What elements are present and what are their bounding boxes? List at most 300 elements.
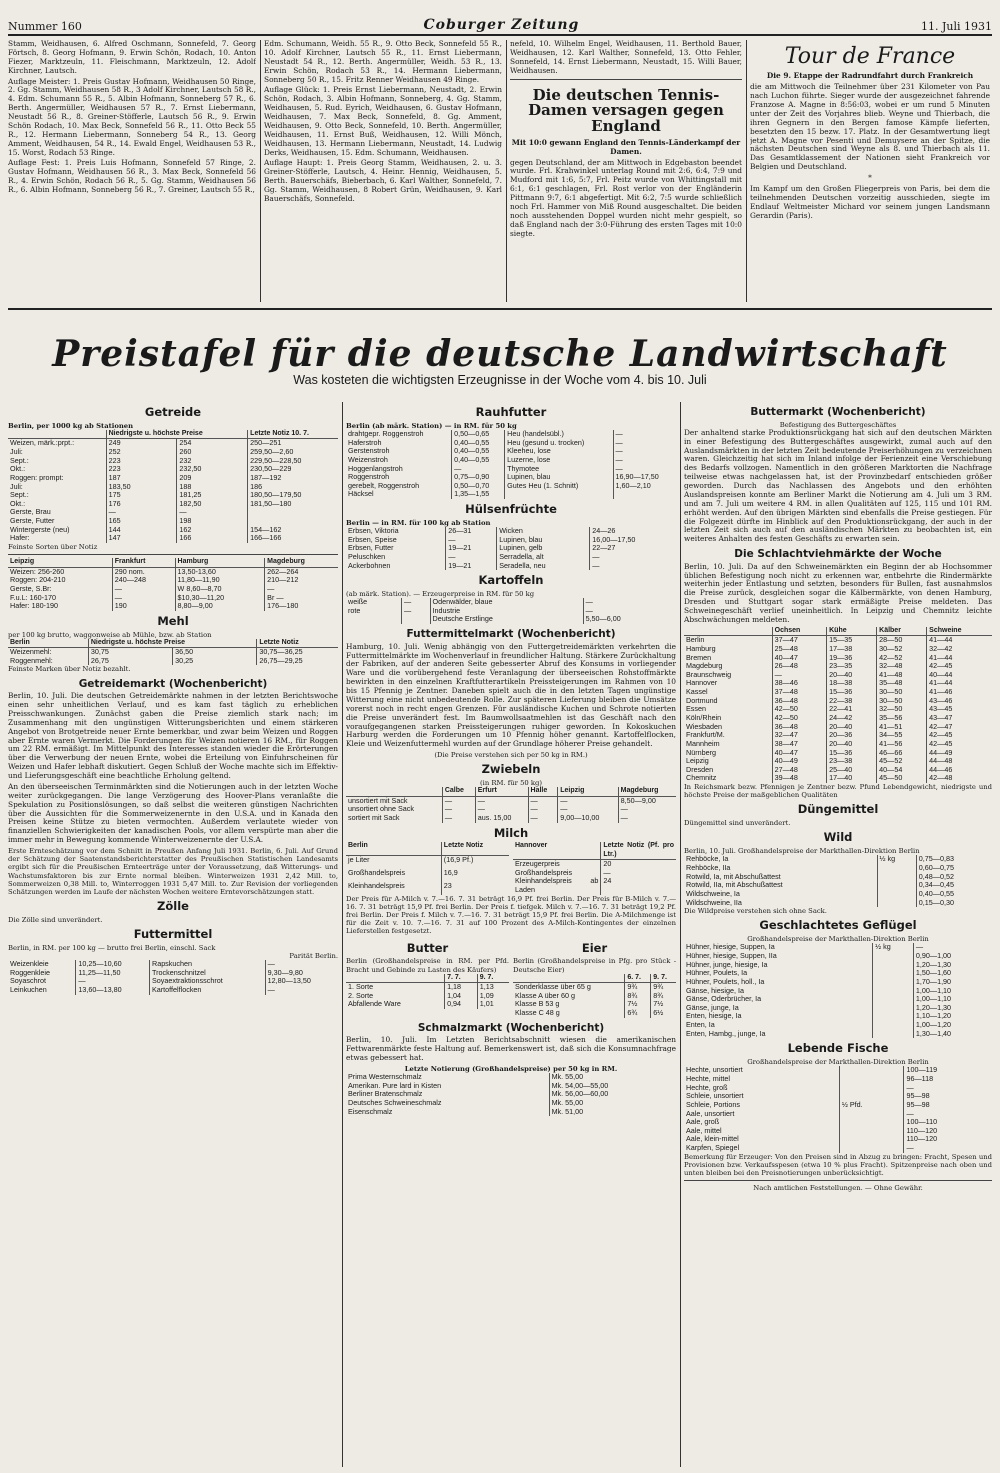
table-cell: Bremen xyxy=(686,652,712,662)
table-cell: 26—31 xyxy=(446,527,497,536)
table-cell: Heu (handelsübl.) xyxy=(505,430,613,439)
fische-rows xyxy=(684,1066,992,1152)
table-row xyxy=(513,877,676,894)
butter-table xyxy=(346,974,509,1009)
table-cell: je Liter xyxy=(348,855,370,865)
wild-table xyxy=(684,855,992,907)
table-cell: 8¾ xyxy=(625,992,651,1001)
table-row xyxy=(684,774,992,783)
table-cell: 22—41 xyxy=(827,705,877,714)
table-cell: 12,80—13,50 xyxy=(265,977,338,986)
table-cell: Frankfurt/M. xyxy=(686,730,725,740)
table-cell: Thymotee xyxy=(505,465,613,474)
table-cell: 0,40—0,55 xyxy=(452,439,505,448)
center-column xyxy=(346,402,676,1467)
table-cell: Dortmund xyxy=(686,695,718,705)
table-cell xyxy=(873,1030,914,1039)
rauhfutter-table xyxy=(346,430,676,499)
right-column xyxy=(684,402,992,1467)
tour-de-france-headline: Tour de France xyxy=(784,44,956,69)
table-cell: 36—48 xyxy=(772,697,826,706)
table-cell: Kassel xyxy=(686,687,708,697)
table-header-cell: Magdeburg xyxy=(265,558,338,567)
table-cell: 260 xyxy=(177,448,248,457)
table-cell: 27—48 xyxy=(772,766,826,775)
table-cell: Mk. 55,00 xyxy=(549,1099,676,1108)
table-cell: Mk. 56,00—60,00 xyxy=(549,1090,676,1099)
shooting-results-1: Stamm, Weidhausen, 6. Alfred Oschmann, Sonnefeld, 7. Georg Förtsch, 8. Georg Hofmann, 9. Erwin Schön, Rodach, 10. Anton Fiezer, Marktzeuln, 11. Fleischmann, Marktzeuln, 12. Adolf Kirchner, Lautsch. xyxy=(8,40,256,75)
table-row xyxy=(8,474,338,483)
schlachtvieh-table xyxy=(684,627,992,783)
table-cell: 1,20—1,30 xyxy=(913,961,992,970)
table-cell: Heu (gesund u. trocken) xyxy=(505,439,613,448)
table-cell: 22—27 xyxy=(590,544,676,553)
table-cell: 1,18 xyxy=(445,983,478,992)
table-cell: 42—45 xyxy=(927,740,992,749)
table-cell: 176—180 xyxy=(265,602,338,611)
table-cell: 42—45 xyxy=(927,662,992,671)
table-cell: 5,50—6,00 xyxy=(583,615,676,624)
table-cell: Mannheim xyxy=(686,738,720,748)
table-cell: 166 xyxy=(177,534,248,543)
table-cell xyxy=(346,615,401,624)
huelsen-title: Hülsenfrüchte xyxy=(465,502,557,517)
table-cell: 249 xyxy=(106,439,177,448)
table-cell: 96—118 xyxy=(904,1075,992,1084)
table-cell: Wildschweine, IIa xyxy=(686,897,742,907)
mehl-rows xyxy=(8,648,338,666)
table-cell: Roggen: 204-210 xyxy=(10,575,66,585)
table-cell: — xyxy=(913,943,992,952)
table-cell: — xyxy=(76,977,150,986)
column-divider xyxy=(342,402,343,1467)
table-cell: Hoggenlangstroh xyxy=(348,463,403,473)
regional-rows xyxy=(8,567,338,611)
table-cell: Hechte, unsortiert xyxy=(686,1065,743,1075)
table-cell: 42—45 xyxy=(927,731,992,740)
table-cell: Lupinen, blau xyxy=(497,536,590,545)
getreide-unit: Berlin, per 1000 kg ab Stationen xyxy=(8,421,134,430)
table-header-cell: Leipzig xyxy=(8,558,112,567)
wild-rows xyxy=(684,855,992,907)
table-cell: 28—50 xyxy=(877,636,927,645)
table-cell: 100—119 xyxy=(904,1066,992,1075)
table-cell: 0,40—0,55 xyxy=(916,890,992,899)
top-column-1 xyxy=(8,40,256,302)
table-cell: Berlin xyxy=(686,635,705,645)
table-cell: — xyxy=(904,1110,992,1119)
ernteschaetzung-paragraph: Erste Ernteschätzung vor dem Schnitt in Preußen Anfang Juli 1931. Berlin, 6. Juli. Auf Grund der Schätzung der Saatenstandsberichterstatter des Preußischen Statistischen Landesamts ergibt sich für die Preußischen Ernteerträge unter der Voraussetzung, daß Witterungs- und Wachstumsfaktoren bis zur Ernte normal bleiben. Winterweizen 1931 2,42 Mill. to, Sommerweizen 0,38 Mill. to, Winterroggen 1931 5,47 Mill. to. Zur Revision der vorliegenden Schätzungen werden im Laufe der nächsten Wochen weitere Erntevorschätzungen statt. xyxy=(8,847,338,896)
table-cell xyxy=(505,490,613,499)
table-cell: 110—120 xyxy=(904,1135,992,1144)
table-cell: drahtgepr. Roggenstroh xyxy=(348,428,424,438)
table-cell: 43—46 xyxy=(927,697,992,706)
table-cell: 6¾ xyxy=(625,1009,651,1018)
table-cell: 187—192 xyxy=(248,474,338,483)
schmalz-title: Schmalzmarkt (Wochenbericht) xyxy=(417,1021,605,1034)
table-cell: — xyxy=(401,607,430,616)
table-cell: 154—162 xyxy=(248,526,338,535)
table-cell: Klasse B 53 g xyxy=(515,999,560,1009)
table-cell: Erbsen, Futter xyxy=(348,543,394,553)
table-cell: 15—35 xyxy=(827,636,877,645)
milch-hannover-rows xyxy=(513,860,676,895)
table-row xyxy=(684,1075,992,1084)
table-cell xyxy=(839,1110,904,1119)
table-cell: 36,50 xyxy=(173,648,257,657)
table-cell: Mk. 54,00—55,00 xyxy=(549,1082,676,1091)
table-row xyxy=(684,1066,992,1075)
table-cell: 25—40 xyxy=(827,766,877,775)
table-cell: 13,50-13,60 xyxy=(175,567,265,576)
zwiebeln-title: Zwiebeln xyxy=(481,762,541,777)
separator-star: * xyxy=(868,173,872,183)
wild-foot: Die Wildpreise verstehen sich ohne Sack. xyxy=(684,907,827,916)
masthead xyxy=(8,14,992,36)
table-cell: 262—264 xyxy=(265,567,338,576)
table-cell: Magdeburg xyxy=(686,661,723,671)
table-cell: Hechte, groß xyxy=(686,1082,728,1092)
table-cell: 180,50—179,50 xyxy=(248,491,338,500)
table-header-cell: Calbe xyxy=(442,787,475,796)
huelsen-table xyxy=(346,527,676,570)
table-header-cell: Ochsen xyxy=(772,627,826,636)
getreide-table: Niedrigste u. höchste Preise Letzte Notiz 10. 7. Weizen, märk.:prpt.: 249 254 250—251 Juli: 252 260 259,50—2,60 Sept.: 223 232 229,50—228,50 Okt.: 223 232,50 230,50—229 Roggen: prompt: 187 209 187—192 Juli: 183,50 188 186 Sept.: 175 181,25 180,50—179,50 Okt.: 176 182,50 181,50—180 Gerste, Brau — — Gerste, Futter 165 198 Wintergerste (neu) 144 162 154—162 Hafer: 147 166 166—166 xyxy=(8,430,338,543)
zwiebeln-rows xyxy=(346,796,676,822)
gefluegel-rows xyxy=(684,943,992,1038)
table-cell: 16,9 xyxy=(441,869,509,882)
table-cell: 26,75 xyxy=(88,657,172,666)
table-cell: Mk. 51,00 xyxy=(549,1108,676,1117)
butter-eier xyxy=(346,938,676,1018)
table-cell: 20—40 xyxy=(827,723,877,732)
table-cell: — xyxy=(590,562,676,571)
table-cell: Hühner, Poulets, holl., Ia xyxy=(686,976,765,986)
table-cell: Nürnberg xyxy=(686,747,716,757)
table-cell: Erzeugerpreis xyxy=(515,859,560,869)
table-cell: 42—48 xyxy=(927,774,992,783)
table-cell: Chemnitz xyxy=(686,773,717,783)
table-cell: 1,30—1,40 xyxy=(913,1030,992,1039)
main-headline: Preistafel für die deutsche Landwirtschaft xyxy=(52,333,948,375)
table-cell: 147 xyxy=(106,534,177,543)
table-cell: Wintergerste (neu) xyxy=(10,524,70,534)
regional-head xyxy=(8,558,338,567)
table-cell xyxy=(873,1004,914,1013)
table-cell: Deutsches Schweineschmalz xyxy=(348,1097,442,1107)
table-cell: 44—49 xyxy=(927,749,992,758)
table-cell: 26,75—29,25 xyxy=(257,657,338,666)
table-cell xyxy=(873,969,914,978)
table-cell: 1,50—1,60 xyxy=(913,969,992,978)
table-cell: 25—48 xyxy=(772,645,826,654)
table-cell: 13,60—13,80 xyxy=(76,986,150,995)
table-cell: 229,50—228,50 xyxy=(248,457,338,466)
butter-unit: Berlin (Großhandelspreise in RM. per Pfd. Bracht und Gebinde zu Lasten des Käufers) xyxy=(346,957,509,974)
table-cell: Hannover xyxy=(686,678,718,688)
table-cell: 182,50 xyxy=(177,500,248,509)
top-column-3 xyxy=(510,40,742,302)
table-cell: Gerste, Brau xyxy=(10,507,51,517)
table-cell: 9,00—10,00 xyxy=(558,814,618,823)
table-row xyxy=(346,490,676,499)
table-header-cell: Erfurt xyxy=(475,787,528,796)
table-cell: — xyxy=(528,796,558,805)
table-cell: 9¾ xyxy=(651,983,676,992)
table-cell: 166—166 xyxy=(248,534,338,543)
table-cell: 44—46 xyxy=(927,766,992,775)
schlachtvieh-rows xyxy=(684,636,992,783)
table-cell: Weizen, märk.:prpt.: xyxy=(10,438,75,448)
table-cell: Schleie, Portions xyxy=(686,1099,740,1109)
table-cell: 2. Sorte xyxy=(348,990,374,1000)
table-cell: 144 xyxy=(106,526,177,535)
table-cell: 22—38 xyxy=(827,697,877,706)
table-cell: sortiert mit Sack xyxy=(348,812,400,822)
fische-foot: Bemerkung für Erzeuger: Von den Preisen sind in Abzug zu bringen: Fracht, Spesen und Provisionen bzw. Verkaufsspesen (etwa 10 % plus Fracht). Spitzenpreise nach oben und unten bleiben bei den Preisnotierungen unberücksichtigt. xyxy=(684,1152,992,1178)
shooting-results-2: Auflage Meister: 1. Preis Gustav Hofmann, Weidhausen 50 Ringe, 2. Gg. Stamm, Weidhausen 58 R., 3 Adolf Kirchner, Lautsch 58 R., 4. Edm. Schumann 55 R., 5. Albin Hofmann, Sonneberg 57 R., 6. Berth. Angermüller, Weidhausen 57 R., 7. Ernst Liebermann, Neustadt 56 R., 8. Greiner-Stöfferle, Lautsch 56 R., 9. Erwin Schön Rodach, 10. Max Beck, Sonnefeld 56 R., 11. Otto Beck 55 R., 12. Hermann Liebermann, Sonneberg 54 R., 13. Georg Amment, Weidhausen, 54 R., 14. Ewald Engel, Weidhausen 53 R., 15. Worst, Rodach 53 Ringe. xyxy=(8,76,256,157)
mehl-unit: per 100 kg brutto, waggonweise ab Mühle, bzw. ab Station xyxy=(8,630,212,639)
table-cell: 41—56 xyxy=(877,740,927,749)
futtermittelmarkt-article: Hamburg, 10. Juli. Wenig abhängig von den Futtergetreidemärkten verkehrten die Futtermittelmärkte im Wochenverlauf in freundlicher Haltung. Stärkere Zurückhaltung der Fabriken, auf der anderen Seite gebesserter Abruf des Konsums in vorliegender Ware und die vorübergehend feste Veranlagung der überseeischen Rohstoffmärkte bewirkten in den einzelnen Kraftfutterartikeln Preissteigerungen im Rahmen von 10 bis 15 Pfennig je Zentner. Daneben spielt auch die in den letzten Tagen ungünstige Witterung eine nicht unbedeutende Rolle. Zur späteren Lieferung bleiben die Umsätze vorerst noch in recht engen Grenzen. Für ausländische Kuchen und Schrote notierten die Preise unverändert fest. Im Baumwollsaatmehlen ist das Geschäft nach den voraufgegangenen starken Preissteigerungen ruhiger geworden. In Kokoskuchen Harburg werden die Forderungen um 10 Pfennig höher genannt. Kartoffelflocken, Kleie und Weizenfuttermehl wurden auf der Grundlage höherer Preise gehandelt. xyxy=(346,641,676,749)
newspaper-title: Coburger Zeitung xyxy=(423,17,580,34)
table-cell xyxy=(877,890,916,899)
table-cell: 40—47 xyxy=(772,654,826,663)
table-cell: Lupinen, gelb xyxy=(497,544,590,553)
table-cell xyxy=(873,995,914,1004)
schlachtvieh-article: Berlin, 10. Juli. Da auf den Schweinemärkten ein Beginn der ab Hochsommer üblichen Befestigung noch nicht zu erkennen war, entbehrte die Rindermärkte weiterhin jeder Entlastung und setzten, besonders für Bullen, fast ausnahmslos die Preise zurück, desgleichen sogar die Kälbermärkte, von denen Hamburg, Dresden und Stuttgart sogar stark ermäßigte Preise meldeten. Das Schweinegeschäft verlief uneinheitlich. In Leipzig und Chemnitz leichte Abschwächungen meldeten. xyxy=(684,561,992,624)
table-cell: Wiesbaden xyxy=(686,721,722,731)
table-cell: 40—44 xyxy=(927,671,992,680)
table-cell: 41—48 xyxy=(877,671,927,680)
table-cell: 187 xyxy=(106,474,177,483)
table-cell: Industrie xyxy=(430,607,583,616)
table-cell: 42—52 xyxy=(877,654,927,663)
table-cell: 7½ xyxy=(625,1000,651,1009)
getreidemarkt-title: Getreidemarkt (Wochenbericht) xyxy=(78,677,268,690)
getreide-title: Getreide xyxy=(144,405,202,419)
table-cell xyxy=(839,1084,904,1093)
table-cell xyxy=(873,1012,914,1021)
table-cell: Roggenmehl: xyxy=(10,655,53,665)
table-row xyxy=(346,882,509,895)
table-cell: Aale, mittel xyxy=(686,1125,722,1135)
top-column-4 xyxy=(750,40,990,302)
table-cell: 34—55 xyxy=(877,731,927,740)
table-cell: 40—47 xyxy=(772,749,826,758)
table-cell: Klasse C 48 g xyxy=(515,1007,560,1017)
eier-block xyxy=(513,938,676,1018)
fische-table xyxy=(684,1066,992,1152)
table-cell: — xyxy=(442,805,475,814)
table-cell: rote xyxy=(348,605,361,615)
table-cell: 40—54 xyxy=(877,766,927,775)
table-cell: 19—21 xyxy=(446,544,497,553)
rauhfutter-unit: Berlin (ab märk. Station) — in RM. für 50 kg xyxy=(346,421,517,430)
eier-table xyxy=(513,974,676,1018)
duengemittel-text: Düngemittel sind unverändert. xyxy=(684,819,791,828)
table-cell xyxy=(839,1118,904,1127)
table-cell: Aale, klein-mittel xyxy=(686,1134,739,1144)
table-cell: F.u.L: 160-170 xyxy=(10,592,56,602)
table-cell: 20 xyxy=(601,860,676,869)
table-cell: Okt.: xyxy=(10,464,26,474)
table-cell: Weizen: 256-260 xyxy=(10,566,65,576)
table-cell: Gänse, junge, Ia xyxy=(686,1002,739,1012)
rauhfutter-rows xyxy=(346,430,676,499)
shooting-results-4: Edm. Schumann, Weidh. 55 R., 9. Otto Beck, Sonnefeld 55 R., 10. Adolf Kirchner, Lautsch 55 R., 11. Ernst Liebermann, Neustadt 54 R., 12. Berth. Angermüller, Weidh. 53 R., 13. Erwin Schön, Rodach 53 R., 14. Hermann Liebermann, Sonneberg 50 R., 15. Fritz Renner Weidhausen 49 Ringe. xyxy=(264,40,502,84)
table-cell: 0,40—0,55 xyxy=(452,447,505,456)
gefluegel-table xyxy=(684,943,992,1038)
tour-de-france-deck: Die 9. Etappe der Radrundfahrt durch Frankreich xyxy=(766,71,974,81)
table-row xyxy=(8,585,338,594)
table-cell: 32—42 xyxy=(927,645,992,654)
schlachtvieh-foot: In Reichsmark bezw. Pfennigen je Zentner bezw. Pfund Lebendgewicht, niedrigste und höchste Preise der maßgeblichen Qualitäten xyxy=(684,783,992,800)
table-cell: 20—40 xyxy=(827,671,877,680)
table-cell: 40—49 xyxy=(772,757,826,766)
schmalz-unit: Letzte Notierung (Großhandelspreise) per 50 kg in RM. xyxy=(404,1064,618,1073)
table-cell: 10,25—10,60 xyxy=(76,960,150,969)
table-cell: 11,80—11,90 xyxy=(175,576,265,585)
table-cell: 230,50—229 xyxy=(248,465,338,474)
zwiebeln-head xyxy=(346,787,676,796)
table-cell: 8,80—9,00 xyxy=(175,602,265,611)
table-cell: 24—42 xyxy=(827,714,877,723)
table-cell: weiße xyxy=(348,597,368,607)
issue-date: 11. Juli 1931 xyxy=(920,20,992,34)
table-cell: Aale, groß xyxy=(686,1117,720,1127)
flieger-article: Im Kampf um den Großen Fliegerpreis von Paris, bei dem die teilnehmenden Deutschen vorzeitig ausschieden, siegte im Endlauf Weltmeister Michard vor seinem jungen Landsmann Gerardin (Paris). xyxy=(750,183,990,220)
table-cell: 9¾ xyxy=(625,983,651,992)
table-cell: 290 nom. xyxy=(112,567,175,576)
futtermittelmarkt-title: Futtermittelmarkt (Wochenbericht) xyxy=(406,628,616,641)
table-cell: 16,90—17,50 xyxy=(613,473,676,482)
table-cell: 1,04 xyxy=(445,992,478,1001)
table-cell xyxy=(613,490,676,499)
table-cell: 35—48 xyxy=(877,679,927,688)
table-cell: 1,20—1,30 xyxy=(913,1004,992,1013)
table-cell xyxy=(877,899,916,908)
table-cell: 165 xyxy=(106,517,177,526)
table-cell: 43—47 xyxy=(927,714,992,723)
table-cell: 45—50 xyxy=(877,774,927,783)
table-cell: 190 xyxy=(112,602,175,611)
table-cell: ½ Pfd. xyxy=(839,1101,904,1110)
table-cell xyxy=(873,978,914,987)
table-cell: Soyaextraktionsschrot xyxy=(150,977,266,986)
table-cell: 23—38 xyxy=(827,757,877,766)
table-cell: Weizenkleie xyxy=(10,959,49,969)
table-cell xyxy=(839,1127,904,1136)
table-cell: Hühner, junge, hiesige, Ia xyxy=(686,959,768,969)
table-header-cell: Kälber xyxy=(877,627,927,636)
table-cell: Sept.: xyxy=(10,490,29,500)
shooting-results-3: Auflage Fest: 1. Preis Luis Hofmann, Sonnefeld 57 Ringe, 2. Gustav Hofmann, Weidhausen 56 R., 3. Max Beck, Sonnefeld 56 R., 4. Erwin Schön, Rodach 56 R., 5. Gg. Stamm, Weidhausen 56 R., 6. Albin Hofmann, Sonneberg 56 R., 7. Greiner, Lautsch 55 R., xyxy=(8,158,256,194)
column-divider xyxy=(680,402,681,1467)
futtermittelmarkt-foot: (Die Preise verstehen sich per 50 kg in RM.) xyxy=(434,751,588,760)
table-cell: Kleinhandelspreis xyxy=(348,880,405,890)
table-cell: 26—48 xyxy=(772,662,826,671)
table-cell: — xyxy=(446,553,497,562)
table-cell: 0,75—0,83 xyxy=(916,855,992,864)
table-cell xyxy=(877,881,916,890)
table-cell: Enten, hiesige, Ia xyxy=(686,1011,742,1021)
butter-rows xyxy=(346,983,509,1009)
table-cell: 1,35—1,55 xyxy=(452,490,505,499)
table-cell: 9,30—9,80 xyxy=(265,969,338,978)
getreide-footnote: Feinste Sorten über Notiz xyxy=(8,543,98,552)
table-cell: $10,30—11,20 xyxy=(175,594,265,603)
table-cell: 1,00—1,20 xyxy=(913,1021,992,1030)
huelsen-rows xyxy=(346,527,676,570)
table-cell: 20—36 xyxy=(827,731,877,740)
table-row xyxy=(346,1108,676,1117)
table-cell: 30,25 xyxy=(173,657,257,666)
table-cell: 43—45 xyxy=(927,705,992,714)
table-cell: Okt.: xyxy=(10,498,26,508)
table-cell: — xyxy=(904,1084,992,1093)
table-cell: Soyaschrot xyxy=(10,976,46,986)
table-cell: ½ kg xyxy=(873,943,914,952)
table-cell: — xyxy=(528,805,558,814)
table-cell: Sept.: xyxy=(10,455,29,465)
schmalz-article: Berlin, 10. Juli. Im Letzten Berichtsabschnitt wiesen die amerikanischen Fettwarenmärkte feste Haltung auf. Bemerkenswert ist, daß sich die Konsumnachfrage etwas gebessert hat. xyxy=(346,1035,676,1062)
table-cell: — xyxy=(112,585,175,594)
table-cell: — xyxy=(618,805,676,814)
table-cell: Rotwild, IIa, mit Abschußattest xyxy=(686,880,783,890)
table-cell: 95—98 xyxy=(904,1092,992,1101)
table-cell: 209 xyxy=(177,474,248,483)
table-cell: 18—38 xyxy=(827,679,877,688)
table-cell: 6½ xyxy=(651,1009,676,1018)
table-cell: — xyxy=(475,805,528,814)
table-cell: Gerste, Futter xyxy=(10,516,55,526)
table-cell: — xyxy=(265,960,338,969)
table-cell xyxy=(401,615,430,624)
table-cell: aus. 15,00 xyxy=(475,814,528,823)
table-header-cell: 9. 7. xyxy=(651,974,676,983)
table-cell: Kleeheu, lose xyxy=(505,447,613,456)
table-cell: 42—50 xyxy=(772,714,826,723)
table-row xyxy=(8,657,338,666)
table-cell: — xyxy=(558,805,618,814)
table-cell: Mk. 55,00 xyxy=(549,1073,676,1082)
kartoffeln-title: Kartoffeln xyxy=(478,573,544,588)
table-cell: 32—50 xyxy=(877,705,927,714)
table-cell: — xyxy=(401,598,430,607)
table-header-cell: Magdeburg xyxy=(618,787,676,796)
table-cell: Deutsche Erstlinge xyxy=(430,615,583,624)
table-cell: 24 xyxy=(601,877,676,894)
table-header-cell: Halle xyxy=(528,787,558,796)
table-cell: Haferstroh xyxy=(348,437,382,447)
table-cell: Enten, Hambg., junge, Ia xyxy=(686,1028,766,1038)
table-cell: 0,15—0,30 xyxy=(916,899,992,908)
zwiebeln-unit: (in RM. für 50 kg) xyxy=(480,779,542,788)
regional-grain-table xyxy=(8,558,338,611)
table-cell: — xyxy=(112,594,175,603)
kartoffeln-rows xyxy=(346,598,676,624)
table-cell: 252 xyxy=(106,448,177,457)
section-rule xyxy=(8,308,992,310)
table-cell: 30,75 xyxy=(88,648,172,657)
table-cell: 1,01 xyxy=(477,1000,509,1009)
zwiebeln-table xyxy=(346,787,676,822)
issue-number: Nummer 160 xyxy=(8,20,82,34)
table-cell xyxy=(873,961,914,970)
table-cell: Leipzig xyxy=(686,756,709,766)
table-row xyxy=(346,856,509,870)
